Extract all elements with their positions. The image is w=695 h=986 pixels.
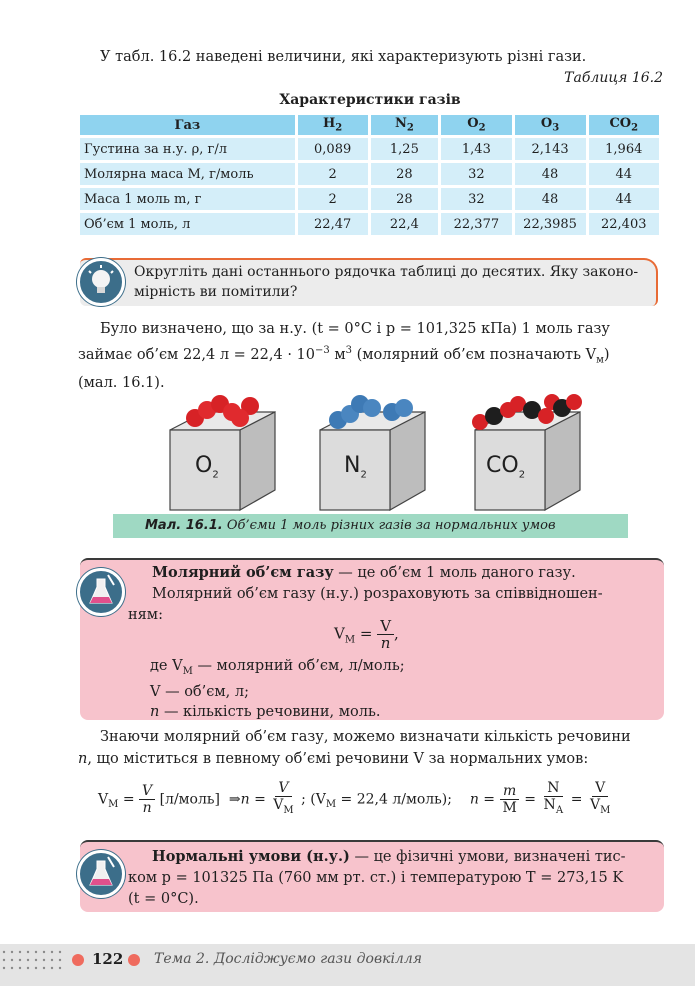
definition1-legend: де $V_M$ — молярний об’єм, л/моль; V — об’єм, л; n — кількість речовини, моль. (150, 658, 405, 720)
table-cell: 32 (441, 188, 511, 210)
definition1-term: Молярний об’єм газу (152, 564, 334, 581)
table-title: Характеристики газів (279, 92, 461, 108)
table-row (80, 188, 659, 210)
table-cell: 22,47 (298, 213, 368, 235)
table-row (80, 163, 659, 185)
table-cell: 0,089 (298, 138, 368, 160)
definition2-text: Нормальні умови (н.у.) — це фізичні умови, визначені тис- ком p = 101325 Па (760 мм рт. ст.) і температурою T = 273,15 K (t = 0°C). (128, 848, 626, 907)
table-cell: 32 (441, 163, 511, 185)
header-gas: Газ (80, 115, 295, 135)
header-col: $O_3$ (515, 115, 586, 135)
gas-table (77, 112, 662, 238)
footer-topic: Тема 2. Досліджуємо гази довкілля (154, 951, 423, 967)
table-label: Таблиця 16.2 (564, 70, 663, 86)
table-cell: 22,377 (441, 213, 511, 235)
flask-icon (77, 568, 125, 616)
table-cell: 22,4 (371, 213, 439, 235)
definition1-text: Молярний об’єм газу — це об’єм 1 моль даного газу. Молярний об’єм газу (н.у.) розраховують за співвідношен- ням: (128, 564, 603, 623)
table-cell: 22,3985 (515, 213, 586, 235)
table-cell: 48 (515, 163, 586, 185)
table-cell: 44 (589, 163, 659, 185)
figure-caption: Мал. 16.1. Об’єми 1 моль різних газів за нормальних умов (113, 514, 628, 538)
formula-vm: $V_M$ = $\frac{V}{n}$ , (334, 617, 399, 652)
definition2-term: Нормальні умови (н.у.) (152, 848, 350, 865)
cube-n2 (320, 395, 425, 510)
header-col: $N_2$ (371, 115, 439, 135)
table-cell: 2,143 (515, 138, 586, 160)
cube-o2 (170, 395, 275, 510)
row-label: Молярна маса M, г/моль (80, 163, 295, 185)
table-row (80, 213, 659, 235)
footer-dot-left (72, 954, 84, 966)
table-cell: 2 (298, 188, 368, 210)
header-col: $O_2$ (441, 115, 511, 135)
intro-text: У табл. 16.2 наведені величини, які характеризують різні гази. (100, 49, 587, 65)
table-cell: 1,25 (371, 138, 439, 160)
table-cell: 1,964 (589, 138, 659, 160)
table-cell: 28 (371, 188, 439, 210)
table-cell: 28 (371, 163, 439, 185)
header-col: $CO_2$ (589, 115, 659, 135)
question-text: Округліть дані останнього рядочка таблиці до десятих. Яку законо- мірність ви помітили? (134, 264, 639, 300)
table-row (80, 138, 659, 160)
table-cell: 22,403 (589, 213, 659, 235)
formula-row: $V_М$ = $\frac{V}{n}$ [л/моль] ⇒n = $\frac{V}{V_М}$ ; ($V_М = 22,4$ л/моль); n = $\frac{m}{M}$ = $\frac{N}{N_А}$ = $\frac{V}{V_М}$ (98, 780, 611, 816)
flask-icon (77, 850, 125, 898)
paragraph-amount: Знаючи молярний об’єм газу, можемо визначати кількість речовини n, що міститься в певному об’ємі речовини V за нормальних умов: (78, 729, 631, 767)
table-header-row (80, 115, 659, 135)
page-number: 122 (92, 950, 124, 968)
gas-cubes-figure (160, 390, 590, 515)
cube-label-o2: $O_2$ (195, 453, 219, 481)
header-col: $H_2$ (298, 115, 368, 135)
row-label: Маса 1 моль m, г (80, 188, 295, 210)
table-cell: 48 (515, 188, 586, 210)
table-cell: 1,43 (441, 138, 511, 160)
row-label: Густина за н.у. ρ, г/л (80, 138, 295, 160)
table-cell: 44 (589, 188, 659, 210)
row-label: Об’єм 1 моль, л (80, 213, 295, 235)
paragraph-molar-volume: Було визначено, що за н.у. (t = 0°C і p = 101,325 кПа) 1 моль газу займає об’єм 22,4 $л = 22,4 \cdot 10^{-3}$ $м^3$ (молярний об’єм позначають $V_м$) (мал. 16.1). (78, 321, 610, 391)
cube-co2 (472, 394, 582, 510)
dot-pattern (0, 948, 66, 978)
cube-label-co2: $CO_2$ (486, 453, 526, 481)
cube-label-n2: $N_2$ (344, 453, 367, 481)
lightbulb-icon (77, 258, 125, 306)
table-cell: 2 (298, 163, 368, 185)
footer-dot-right (128, 954, 140, 966)
